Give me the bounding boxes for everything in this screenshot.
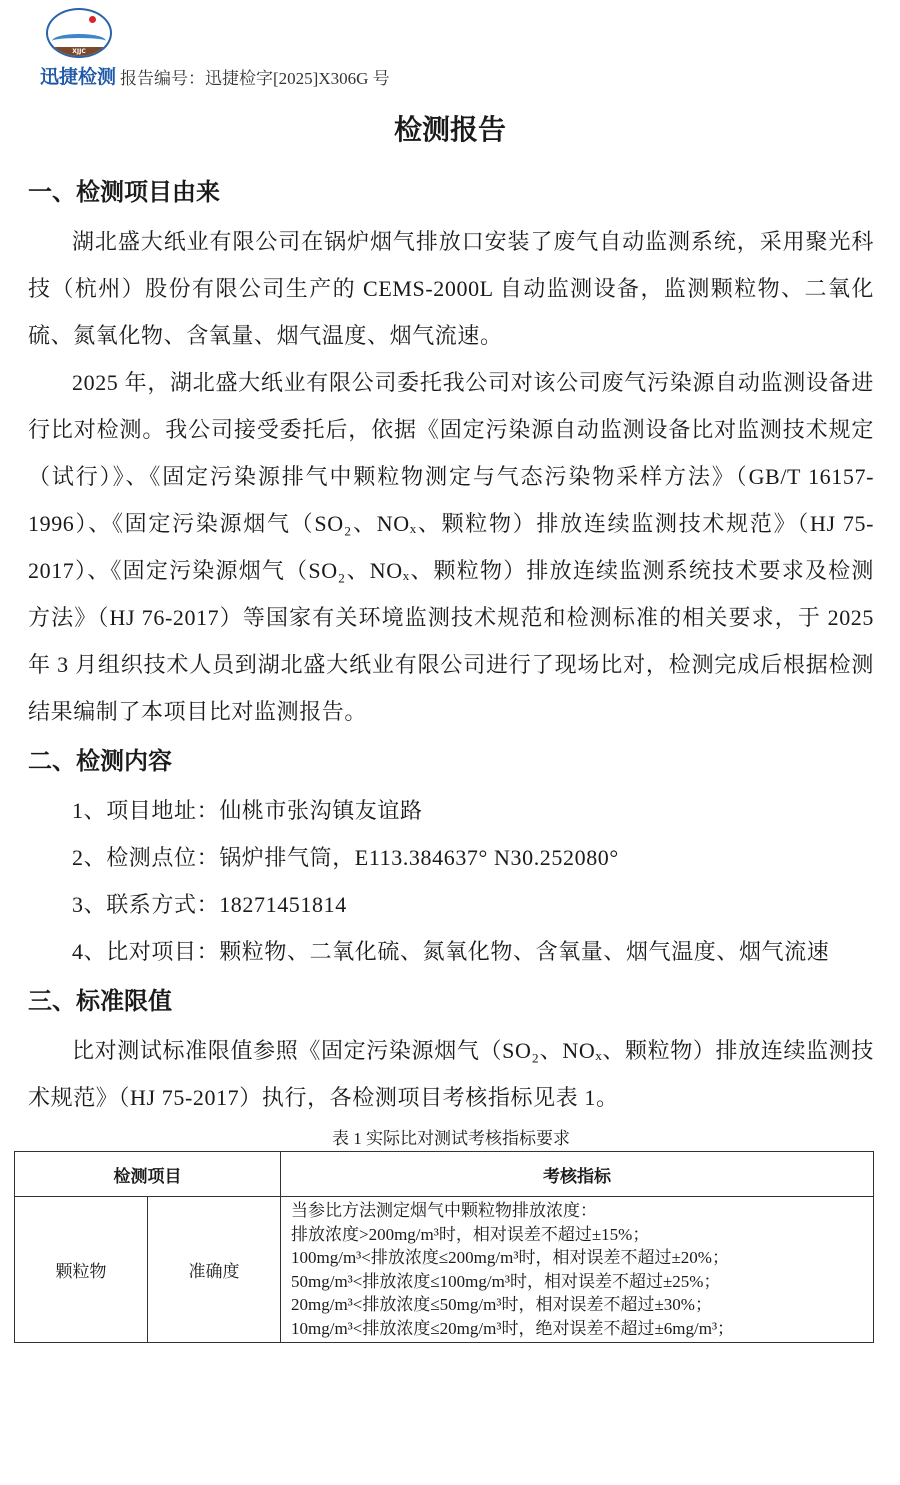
paragraph: 比对测试标准限值参照《固定污染源烟气（SO₂、NOₓ、颗粒物）排放连续监测技术规范》（HJ 75-2017）执行，各检测项目考核指标见表 1。: [28, 1038, 874, 1110]
paragraph: 2025 年，湖北盛大纸业有限公司委托我公司对该公司废气污染源自动监测设备进行比对检测。我公司接受委托后，依据《固定污染源自动监测设备比对监测技术规定（试行）》、《固定污染源排气中颗粒物测定与气态污染物采样方法》（GB/T 16157-1996）、《固定污染源烟气（SO₂、NOₓ、颗粒物）排放连续监测技术规范》（HJ 75-2017）、《固定污染源烟气（SO₂、NOₓ、颗粒物）排放连续监测系统技术要求及检测方法》（HJ 76-2017）等国家有关环境监测技术规范和检测标准的相关要求，于 2025 年 3 月组织技术人员到湖北盛大纸业有限公司进行了现场比对，检测完成后根据检测结果编制了本项目比对监测报告。: [28, 370, 874, 724]
criteria-line: 50mg/m³<排放浓度≤100mg/m³时，相对误差不超过±25%；: [291, 1271, 721, 1291]
criteria-table: [14, 1151, 874, 1343]
logo-text: 迅捷检测: [40, 66, 117, 88]
list-item: 2、检测点位：锅炉排气筒，E113.384637° N30.252080°: [72, 845, 619, 870]
table-caption: 表 1 实际比对测试考核指标要求: [332, 1129, 570, 1148]
table-header-row: [15, 1152, 874, 1197]
cell-item: 颗粒物: [15, 1197, 148, 1343]
column-header: 检测项目: [15, 1152, 281, 1197]
list-item: 1、项目地址：仙桃市张沟镇友谊路: [72, 798, 423, 823]
column-header: 考核指标: [281, 1152, 874, 1197]
section-heading: 二、检测内容: [28, 747, 172, 775]
paragraph: 湖北盛大纸业有限公司在锅炉烟气排放口安装了废气自动监测系统，采用聚光科技（杭州）股份有限公司生产的 CEMS-2000L 自动监测设备，监测颗粒物、二氧化硫、氮氧化物、含氧量、烟气温度、烟气流速。: [28, 229, 874, 348]
company-logo: [40, 8, 117, 89]
table-row: [15, 1197, 874, 1343]
criteria-line: 10mg/m³<排放浓度≤20mg/m³时，绝对误差不超过±6mg/m³；: [291, 1318, 735, 1338]
criteria-line: 排放浓度>200mg/m³时，相对误差不超过±15%；: [291, 1224, 650, 1244]
list-item: 4、比对项目：颗粒物、二氧化硫、氮氧化物、含氧量、烟气温度、烟气流速: [72, 939, 830, 964]
page-title: 检测报告: [393, 113, 506, 146]
logo-emblem: XJJC: [46, 8, 112, 58]
section-heading: 一、检测项目由来: [28, 178, 220, 206]
criteria-line: 当参比方法测定烟气中颗粒物排放浓度：: [291, 1201, 597, 1220]
criteria-line: 100mg/m³<排放浓度≤200mg/m³时，相对误差不超过±20%；: [291, 1248, 729, 1267]
criteria-line: 20mg/m³<排放浓度≤50mg/m³时，相对误差不超过±30%；: [291, 1295, 712, 1314]
list-item: 3、联系方式：18271451814: [72, 892, 347, 917]
document-body: [28, 166, 874, 1343]
section-heading: 三、标准限值: [28, 987, 172, 1015]
cell-criteria: [281, 1197, 874, 1343]
cell-subitem: 准确度: [148, 1197, 281, 1343]
report-number: 报告编号：迅捷检字[2025]X306G 号: [120, 69, 390, 88]
